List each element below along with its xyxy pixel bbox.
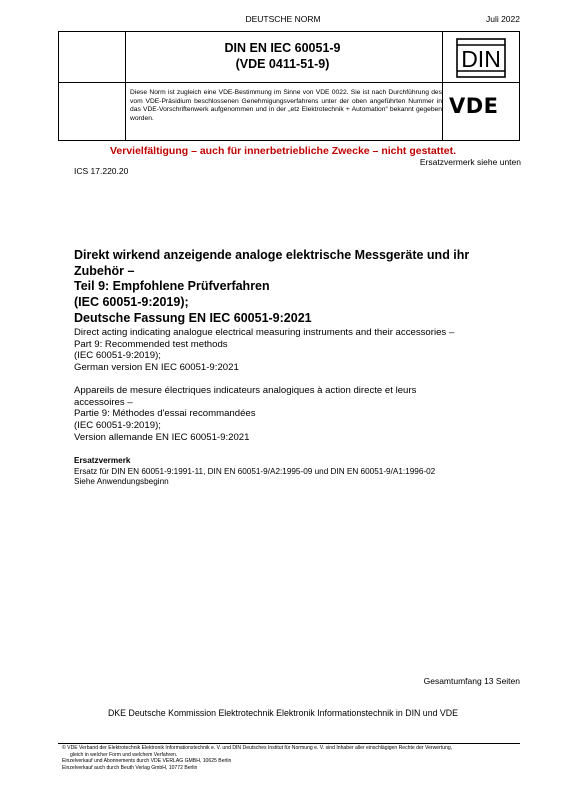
standard-number-vde: (VDE 0411-51-9) xyxy=(235,57,330,71)
frame-divider-right xyxy=(442,32,443,140)
title-french-line: Partie 9: Méthodes d'essai recommandées xyxy=(74,408,256,420)
title-english-line: (IEC 60051-9:2019); xyxy=(74,350,161,362)
din-logo xyxy=(456,38,506,78)
copyright-line: © VDE Verband der Elektrotechnik Elektronik Informationstechnik e. V. und DIN Deutsches Institut für Normung e. V. sind Inhaber aller einschlägigen Rechte der Verwertung, xyxy=(62,745,453,751)
application-start-note: Siehe Anwendungsbeginn xyxy=(74,477,169,486)
title-english-line: Part 9: Recommended test methods xyxy=(74,338,228,350)
ics-code: ICS 17.220.20 xyxy=(74,166,129,176)
din-logo-text: DIN xyxy=(461,46,501,72)
copyright-notice xyxy=(62,745,532,771)
title-english-line: Direct acting indicating analogue electrical measuring instruments and their accessories – xyxy=(74,327,455,338)
copyright-line: gleich in welcher Form und welchem Verfahren. xyxy=(70,751,178,758)
title-french-line: Appareils de mesure électriques indicateurs analogiques à action directe et leurs xyxy=(74,385,417,396)
title-german-line: Deutsche Fassung EN IEC 60051-9:2021 xyxy=(74,310,312,325)
replacement-section xyxy=(74,456,524,488)
replacement-text: Ersatz für DIN EN 60051-9:1991-11, DIN EN 60051-9/A2:1995-09 und DIN EN 60051-9/A1:1996-02 xyxy=(74,466,436,476)
title-german-line: Direkt wirkend anzeigende analoge elektrische Messgeräte und ihr xyxy=(74,248,470,262)
title-english-line: German version EN IEC 60051-9:2021 xyxy=(74,362,239,374)
title-french-line: accessoires – xyxy=(74,396,133,408)
title-german xyxy=(74,248,514,327)
title-german-line: Teil 9: Empfohlene Prüfverfahren xyxy=(74,279,270,294)
vde-logo: VDE xyxy=(449,94,499,118)
title-german-line: Zubehör – xyxy=(74,263,135,278)
frame-divider-middle xyxy=(59,82,519,83)
committee-name: DKE Deutsche Kommission Elektrotechnik Elektronik Informationstechnik in DIN und VDE xyxy=(107,708,459,718)
replacement-heading: Ersatzvermerk xyxy=(74,456,131,465)
footer-divider xyxy=(58,743,520,744)
standard-number xyxy=(125,40,440,72)
title-german-line: (IEC 60051-9:2019); xyxy=(74,295,189,310)
total-pages: Gesamtumfang 13 Seiten xyxy=(423,676,520,686)
title-french-line: (IEC 60051-9:2019); xyxy=(74,420,161,432)
title-french-line: Version allemande EN IEC 60051-9:2021 xyxy=(74,431,250,443)
issue-date: Juli 2022 xyxy=(485,14,520,24)
reproduction-notice: Vervielfältigung – auch für innerbetriebliche Zwecke – nicht gestattet. xyxy=(109,145,456,157)
title-french xyxy=(74,385,514,444)
standard-number-din: DIN EN IEC 60051-9 xyxy=(224,41,341,55)
title-english xyxy=(74,327,524,374)
replacement-reference: Ersatzvermerk siehe unten xyxy=(419,157,521,167)
vde-regulation-note: Diese Norm ist zugleich eine VDE-Bestimmung im Sinne von VDE 0022. Sie ist nach Durchführung des vom VDE-Präsidium beschlossenen Genehmigungsverfahrens unter der oben angeführten Nummer in das VDE-Vorschriftenwerk aufgenommen und in der „etz Elektrotechnik + Automation“ bekannt gegeben worden. xyxy=(130,89,442,122)
header-frame xyxy=(58,31,520,141)
sales-line: Einzelverkauf und Abonnements durch VDE VERLAG GMBH, 10625 Berlin xyxy=(62,758,232,765)
organization-label: DEUTSCHE NORM xyxy=(245,14,321,24)
sales-line: Einzelverkauf auch durch Beuth Verlag GmbH, 10772 Berlin xyxy=(62,764,198,771)
